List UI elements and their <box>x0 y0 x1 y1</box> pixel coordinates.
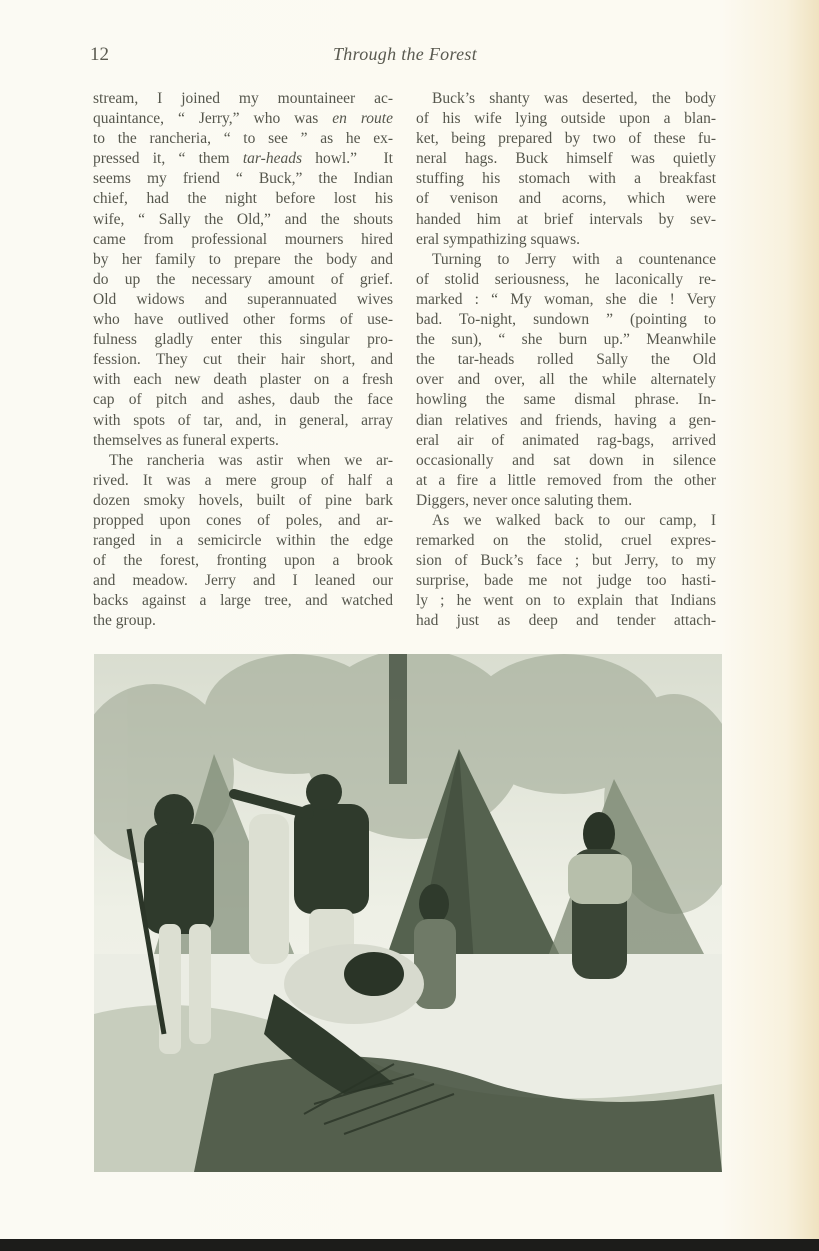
text-line: seems my friend “ Buck,” the Indian <box>93 170 393 188</box>
text-line: the tar-heads rolled Sally the Old <box>416 351 716 369</box>
text-line: had just as deep and tender attach- <box>416 612 716 630</box>
text-line: marked : “ My woman, she die ! Very <box>416 290 716 308</box>
page-number: 12 <box>90 44 109 65</box>
text-line: backs against a large tree, and watched <box>93 592 393 610</box>
text-line: Turning to Jerry with a countenance <box>432 250 716 268</box>
left-column <box>93 89 393 632</box>
text-line: do up the necessary amount of grief. <box>93 270 393 288</box>
text-line: rived. It was a mere group of half a <box>93 471 393 489</box>
text-line: and meadow. Jerry and I leaned our <box>93 572 393 590</box>
camp-illustration <box>94 654 722 1172</box>
text-line: neral hags. Buck himself was quietly <box>416 150 716 168</box>
text-line: eral air of animated rag-bags, arrived <box>416 431 716 449</box>
text-line: of venison and acorns, which were <box>416 190 716 208</box>
text-line: to the rancheria, “ to see ” as he ex- <box>93 130 393 148</box>
text-line: quaintance, “ Jerry,” who was en route <box>93 110 393 128</box>
scan-edge <box>0 1239 819 1251</box>
text-line: over and over, all the while alternately <box>416 371 716 389</box>
text-line: As we walked back to our camp, I <box>432 511 716 529</box>
text-line: ranged in a semicircle within the edge <box>93 532 393 550</box>
text-line: sion of Buck’s face ; but Jerry, to my <box>416 552 716 570</box>
text-line: bad. To-night, sundown ” (pointing to <box>416 311 716 329</box>
text-line: wife, “ Sally the Old,” and the shouts <box>93 210 393 228</box>
text-line: came from professional mourners hired <box>93 230 393 248</box>
text-line: themselves as funeral experts. <box>93 431 279 449</box>
text-line: with spots of tar, and, in general, array <box>93 411 393 429</box>
text-line: the group. <box>93 612 156 630</box>
text-line: surprise, bade me not judge too hasti- <box>416 572 716 590</box>
text-line: howling the same dismal phrase. In- <box>416 391 716 409</box>
text-line: cap of pitch and ashes, daub the face <box>93 391 393 409</box>
text-line: handed him at brief intervals by sev- <box>416 210 716 228</box>
text-line: remarked on the stolid, cruel expres- <box>416 532 716 550</box>
text-line: chief, had the night before lost his <box>93 190 393 208</box>
right-column <box>416 89 716 632</box>
text-line: who have outlived other forms of use- <box>93 311 393 329</box>
text-line: fession. They cut their hair short, and <box>93 351 393 369</box>
text-line: the sun), “ she burn up.” Meanwhile <box>416 331 716 349</box>
text-line: stream, I joined my mountaineer ac- <box>93 90 393 107</box>
text-line: Buck’s shanty was deserted, the body <box>432 90 716 107</box>
text-line: propped upon cones of poles, and ar- <box>93 511 393 529</box>
text-line: of stolid seriousness, he laconically re- <box>416 270 716 288</box>
text-line: dian relatives and friends, having a gen- <box>416 411 716 429</box>
page-header <box>90 44 720 72</box>
text-line: eral sympathizing squaws. <box>416 230 581 248</box>
text-line: stuffing his stomach with a breakfast <box>416 170 716 188</box>
text-line: Diggers, never once saluting them. <box>416 491 633 509</box>
text-line: The rancheria was astir when we ar- <box>109 451 393 469</box>
text-line: occasionally and sat down in silence <box>416 451 716 469</box>
running-title: Through the Forest <box>332 44 478 64</box>
text-line: at a fire a little removed from the other <box>416 471 716 489</box>
text-line: ket, being prepared by two of these fu- <box>416 130 716 148</box>
text-line: with each new death plaster on a fresh <box>93 371 393 389</box>
text-line: of the forest, fronting upon a brook <box>93 552 393 570</box>
text-line: pressed it, “ them tar-heads howl.” It <box>93 150 393 168</box>
text-line: fulness gladly enter this singular pro- <box>93 331 393 349</box>
text-line: by her family to prepare the body and <box>93 250 393 268</box>
text-line: Old widows and superannuated wives <box>93 290 393 308</box>
text-line: ly ; he went on to explain that Indians <box>416 592 716 610</box>
text-line: of his wife lying outside upon a blan- <box>416 110 716 128</box>
text-line: dozen smoky hovels, built of pine bark <box>93 491 393 509</box>
